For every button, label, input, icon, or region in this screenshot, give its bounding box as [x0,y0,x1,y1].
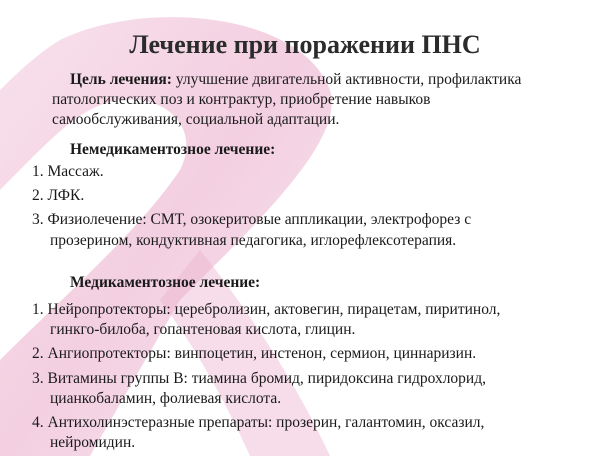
non-drug-item-3: 3. Физиолечение: СМТ, озокеритовые аппликации, электрофорез с [32,211,472,228]
drug-item-2: 2. Ангиопротекторы: винпоцетин, инстенон, сермион, циннаризин. [32,345,477,362]
non-drug-item-3-cont: прозерином, кондуктивная педагогика, иглорефлексотерапия. [50,232,457,249]
non-drug-item-1: 1. Массаж. [32,163,104,180]
non-drug-heading: Немедикаментозное лечение: [70,141,276,158]
drug-item-4: 4. Антихолинэстеразные препараты: прозерин, галантомин, оксазил, [32,414,485,431]
drug-item-3-cont: цианкобаламин, фолиевая кислота. [50,390,282,407]
drug-item-3: 3. Витамины группы В: тиамина бромид, пиридоксина гидрохлорид, [32,370,486,387]
slide-title: Лечение при поражении ПНС [129,30,481,59]
goal-line-2: патологических поз и контрактур, приобретение навыков [52,91,431,108]
goal-line-1 [70,70,521,90]
goal-label: Цель лечения: [70,71,172,88]
drug-heading: Медикаментозное лечение: [70,274,261,291]
drug-item-1-cont: гинкго-билоба, гопантеновая кислота, глицин. [50,321,356,338]
drug-item-1: 1. Нейропротекторы: церебролизин, актовегин, пирацетам, пиритинол, [32,301,501,318]
goal-text-1: улучшение двигательной активности, профилактика [171,71,522,88]
non-drug-item-2: 2. ЛФК. [32,187,85,204]
drug-item-4-cont: нейромидин. [50,434,136,451]
goal-line-3: самообслуживания, социальной адаптации. [52,111,340,128]
